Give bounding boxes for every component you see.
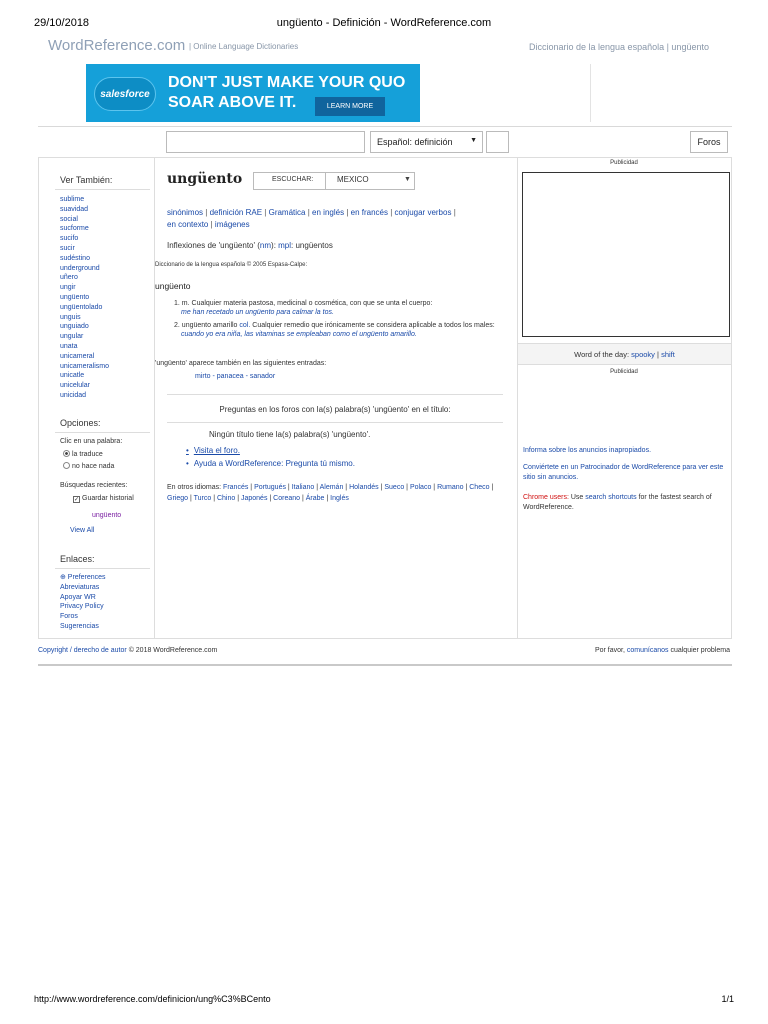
site-logo[interactable]: WordReference.com xyxy=(48,37,186,54)
dictionary-source: Diccionario de la lengua española © 2005 Espasa-Calpe: xyxy=(155,262,308,268)
links-rule xyxy=(55,568,150,569)
listen-label: ESCUCHAR: xyxy=(272,176,314,183)
save-history-label: Guardar historial xyxy=(82,495,134,502)
word-of-the-day: Word of the day: spooky | shift xyxy=(518,343,731,365)
support-wr-link[interactable]: Apoyar WR xyxy=(60,593,96,601)
ad-learn-more-button[interactable]: LEARN MORE xyxy=(315,97,385,116)
left-column-divider xyxy=(154,157,155,639)
checkbox-checked-icon[interactable]: ✓ xyxy=(74,497,80,503)
lang-link[interactable]: Chino xyxy=(216,495,236,502)
header-breadcrumb: Diccionario de la lengua española | ungüento xyxy=(529,42,709,52)
dictionary-select-value: Español: definición xyxy=(377,137,453,147)
no-forum-titles: Ningún título tiene la(s) palabra(s) 'ungüento'. xyxy=(209,430,371,439)
lang-link[interactable]: Rumano xyxy=(437,484,464,491)
radio-nothing[interactable] xyxy=(63,462,114,470)
ad-headline: DON'T JUST MAKE YOUR QUO xyxy=(168,74,406,91)
forum-question: Preguntas en los foros con la(s) palabra(s) 'ungüento' en el título: xyxy=(219,405,451,414)
lang-link[interactable]: Griego xyxy=(167,495,189,502)
copyright-link[interactable]: Copyright / derecho de autor xyxy=(38,647,127,654)
print-date: 29/10/2018 xyxy=(34,17,90,29)
mpl-link[interactable]: mpl xyxy=(278,241,292,250)
search-shortcuts-link[interactable]: search shortcuts xyxy=(585,494,637,501)
related-links: sinónimos | definición RAE | Gramática | en inglés | en francés | conjugar verbos | en contexto | imágenes xyxy=(167,208,456,229)
search-input[interactable] xyxy=(166,131,365,153)
ask-forum-link[interactable]: • Ayuda a WordReference: Pregunta tú mismo. xyxy=(186,459,355,468)
see-also-item[interactable]: suavidad xyxy=(60,205,89,213)
sidebar-links xyxy=(60,573,106,632)
lang-link[interactable]: Inglés xyxy=(330,495,349,502)
wotd-link[interactable]: shift xyxy=(661,350,675,359)
options-rule xyxy=(55,432,150,433)
ad-banner[interactable] xyxy=(86,64,420,122)
radio-translate-label: la traduce xyxy=(72,451,103,458)
see-also-item[interactable]: ungir xyxy=(60,284,76,292)
lang-link[interactable]: Turco xyxy=(193,495,212,502)
footer-contact: Por favor, comunícanos cualquier problema xyxy=(594,647,730,654)
see-also-item[interactable]: unata xyxy=(60,342,78,350)
dictionary-select[interactable] xyxy=(370,131,483,153)
search-bar-rule xyxy=(38,126,732,127)
forums-button[interactable]: Foros xyxy=(690,131,728,153)
become-patron-link[interactable]: Conviértete en un Patrocinador de WordReference para ver este sitio sin anuncios. xyxy=(523,464,724,481)
report-ads-link[interactable]: Informa sobre los anuncios inapropiados. xyxy=(523,447,652,454)
context-link[interactable]: en contexto xyxy=(167,220,209,229)
salesforce-logo: salesforce xyxy=(94,77,156,111)
advertising-label-top: Publicidad xyxy=(610,160,638,166)
radio-unselected-icon[interactable] xyxy=(63,462,70,469)
recent-search-item[interactable]: ungüento xyxy=(92,512,122,519)
see-also-list xyxy=(60,195,152,401)
lang-link[interactable]: Árabe xyxy=(305,495,325,502)
grammar-link[interactable]: Gramática xyxy=(268,208,306,217)
inflections: Inflexiones de 'ungüento' (nm): mpl: ungüentos xyxy=(167,241,333,250)
click-word-label: Clic en una palabra: xyxy=(60,438,123,445)
see-also-rule xyxy=(55,189,150,190)
images-link[interactable]: imágenes xyxy=(214,220,250,229)
rae-link[interactable]: definición RAE xyxy=(209,208,263,217)
see-also-item[interactable]: sublime xyxy=(60,196,85,203)
site-tagline: | Online Language Dictionaries xyxy=(189,42,299,51)
see-also-item[interactable]: underground xyxy=(60,264,100,272)
see-also-item[interactable]: social xyxy=(60,215,78,223)
english-link[interactable]: en inglés xyxy=(312,208,345,217)
see-also-item[interactable]: unicelular xyxy=(60,382,90,390)
see-also-item[interactable]: uñero xyxy=(60,274,78,282)
chrome-tip: Chrome users: Use search shortcuts for the fastest search of WordReference. xyxy=(523,494,712,511)
contact-link[interactable]: comunícanos xyxy=(626,647,669,654)
save-history-checkbox[interactable] xyxy=(73,495,134,503)
sense-1: 1. m. Cualquier materia pastosa, medicinal o cosmética, con que se unta el cuerpo: me han recetado un ungüento para calmar la tos. xyxy=(174,300,433,316)
synonyms-link[interactable]: sinónimos xyxy=(167,208,204,217)
see-also-item[interactable]: sucforme xyxy=(60,225,89,233)
advertising-label-bottom: Publicidad xyxy=(610,369,638,375)
see-also-item[interactable]: sudéstino xyxy=(60,254,90,262)
nm-link[interactable]: nm xyxy=(259,241,272,250)
lang-link[interactable]: Sueco xyxy=(384,484,405,491)
other-languages: En otros idiomas: Francés | Portugués | Italiano | Alemán | Holandés | Sueco | Polaco | Rumano | Checo | Griego | Turco | Chino | Japonés | Coreano | Árabe | Inglés xyxy=(167,484,494,502)
dropdown-arrow-icon: ▼ xyxy=(470,137,477,144)
lang-link[interactable]: Holandés xyxy=(349,484,379,491)
listen-divider xyxy=(325,172,326,190)
see-also-item[interactable]: unguiado xyxy=(60,323,89,331)
options-title: Opciones: xyxy=(60,418,101,428)
forums-link[interactable]: Foros xyxy=(60,613,78,621)
print-page-number: 1/1 xyxy=(721,994,734,1004)
ad-subheadline: SOAR ABOVE IT. xyxy=(168,94,297,111)
suggestions-link[interactable]: Sugerencias xyxy=(60,622,99,630)
see-also-item[interactable]: ungular xyxy=(60,333,84,341)
see-also-item[interactable]: ungüentolado xyxy=(60,303,103,311)
lang-link[interactable]: Checo xyxy=(469,484,490,491)
privacy-policy-link[interactable]: Privacy Policy xyxy=(60,603,104,611)
sense-2: 2. ungüento amarillo col. Cualquier remedio que irónicamente se considera aplicable a todos los males: cuando yo era niña, las vitaminas se empleaban como el ungüento amarillo. xyxy=(174,322,495,338)
see-also-item[interactable]: unicidad xyxy=(60,391,87,399)
radio-translate[interactable] xyxy=(63,450,103,458)
see-also-item[interactable]: unicatle xyxy=(60,372,85,380)
lang-link[interactable]: Alemán xyxy=(319,484,344,491)
lang-link[interactable]: Polaco xyxy=(409,484,432,491)
lang-link[interactable]: Portugués xyxy=(254,484,286,491)
french-link[interactable]: en francés xyxy=(350,208,388,217)
recent-searches-label: Búsquedas recientes: xyxy=(60,482,128,489)
see-also-item[interactable]: unicameralismo xyxy=(60,362,110,370)
radio-selected-icon[interactable] xyxy=(63,450,70,457)
print-url: http://www.wordreference.com/definicion/ung%C3%BCento xyxy=(34,994,271,1004)
lang-link[interactable]: Francés xyxy=(223,484,249,491)
links-title: Enlaces: xyxy=(60,554,95,564)
see-also-title: Ver También: xyxy=(60,175,113,185)
print-title: ungüento - Definición - WordReference.com xyxy=(276,17,492,29)
sense-1-example: me han recetado un ungüento para calmar la tos. xyxy=(181,309,334,316)
headword: ungüento xyxy=(167,171,243,187)
see-also-item[interactable]: unicameral xyxy=(60,352,95,360)
accent-select[interactable]: MEXICO xyxy=(337,175,369,184)
radio-nothing-label: no hace nada xyxy=(72,463,115,470)
sense-2-example: cuando yo era niña, las vitaminas se empleaban como el ungüento amarillo. xyxy=(181,331,417,338)
see-also-item[interactable]: ungüento xyxy=(60,293,90,301)
forum-rule-bottom xyxy=(167,422,503,423)
see-also-item[interactable]: sucir xyxy=(60,244,75,252)
forum-rule-top xyxy=(167,394,503,395)
lang-link[interactable]: Coreano xyxy=(273,495,301,502)
footer-copyright: Copyright / derecho de autor © 2018 WordReference.com xyxy=(38,647,218,654)
view-all-link[interactable]: View All xyxy=(70,527,95,534)
ad-slot[interactable] xyxy=(522,172,730,337)
chevron-down-icon[interactable]: ▼ xyxy=(404,176,411,183)
entry-word: ungüento xyxy=(155,281,191,291)
lang-link[interactable]: Japonés xyxy=(240,495,268,502)
see-also-item[interactable]: unguis xyxy=(60,313,81,321)
search-go-button[interactable] xyxy=(486,131,509,153)
header-divider xyxy=(590,64,591,122)
also-appears-words[interactable]: mirto - panacea - sanador xyxy=(195,373,276,380)
lang-link[interactable]: Italiano xyxy=(291,484,315,491)
also-appears-in: 'ungüento' aparece también en las siguientes entradas: xyxy=(155,360,327,367)
see-also-item[interactable]: sucifo xyxy=(60,235,79,243)
abbreviations-link[interactable]: Abreviaturas xyxy=(60,583,100,591)
right-column-divider xyxy=(517,157,518,639)
preferences-link[interactable]: ⊕ Preferences xyxy=(60,574,106,581)
visit-forum-link[interactable]: • Visita el foro. xyxy=(186,446,240,455)
conjugate-link[interactable]: conjugar verbos xyxy=(394,208,452,217)
wotd-link[interactable]: spooky xyxy=(631,350,655,359)
